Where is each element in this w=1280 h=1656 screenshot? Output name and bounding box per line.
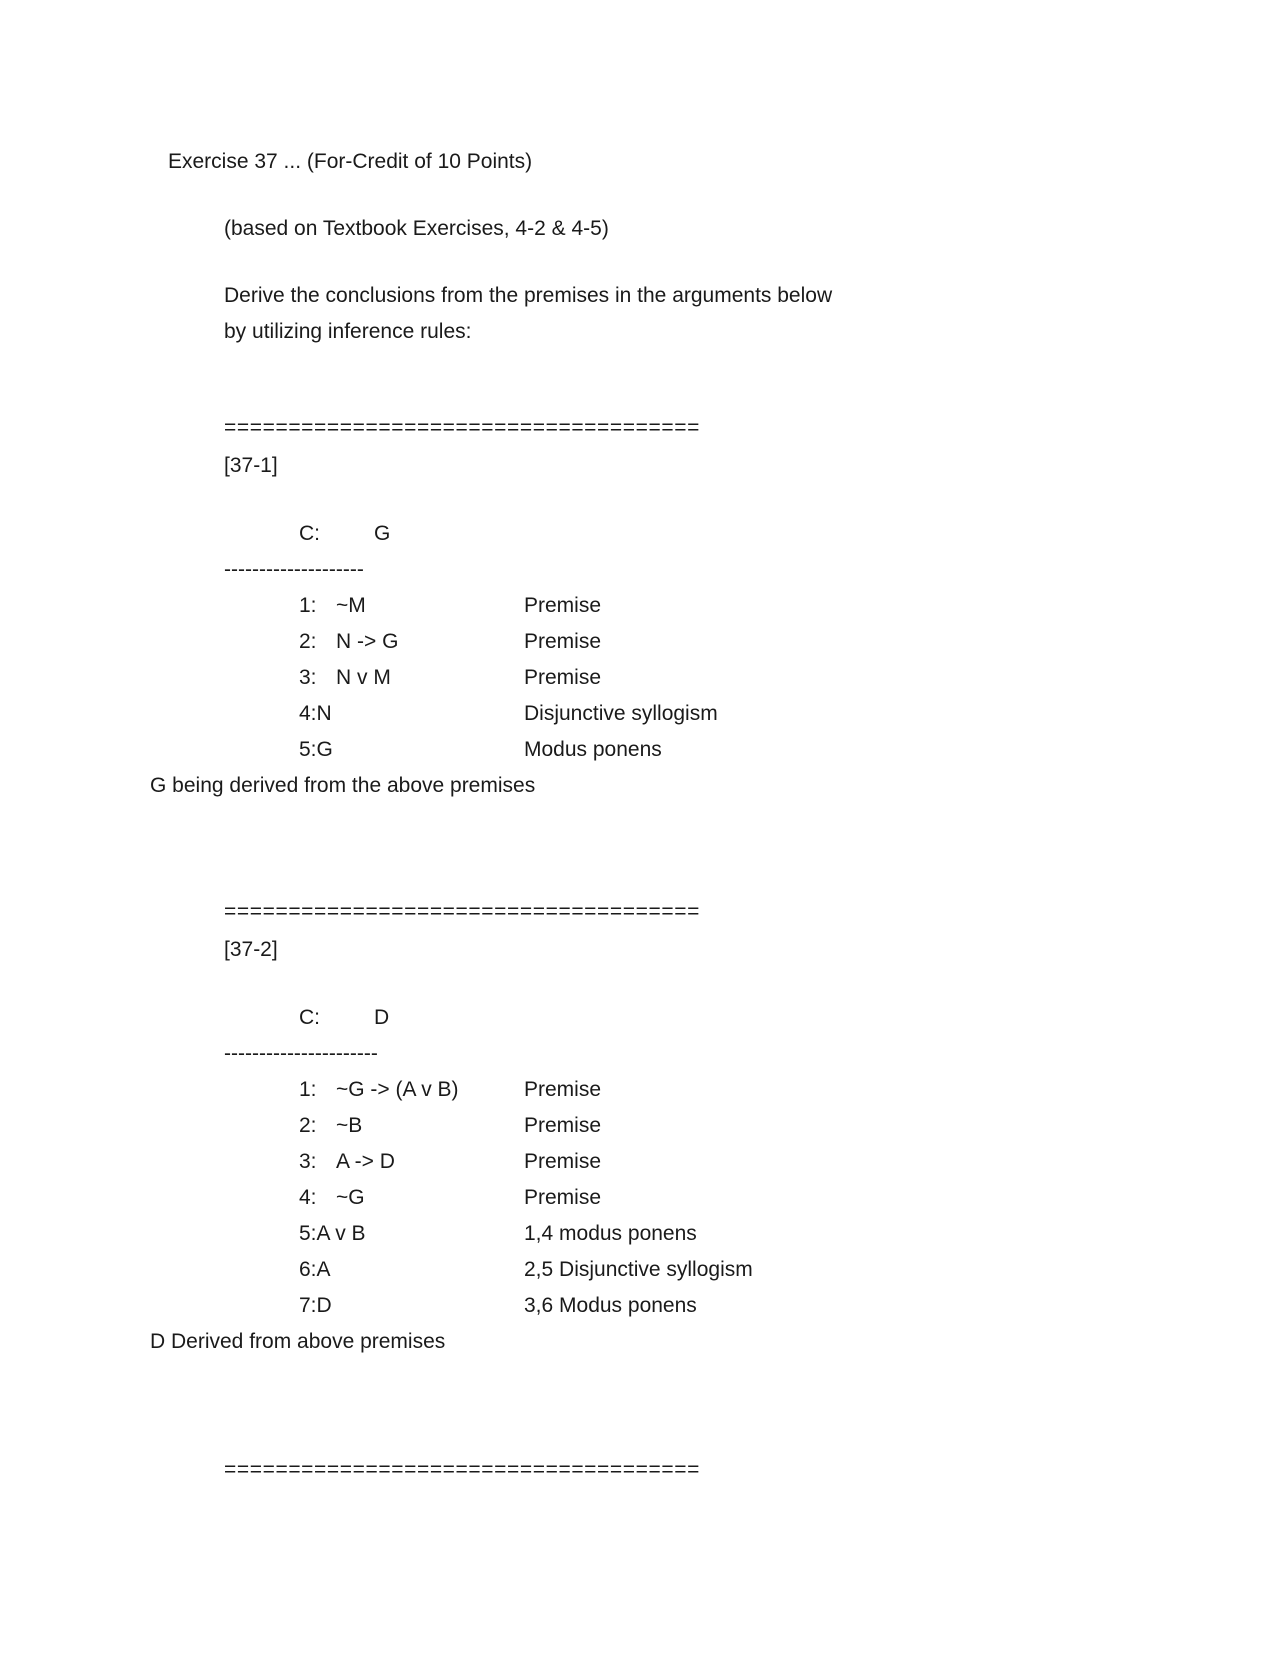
step-reason: Premise — [524, 630, 602, 653]
page-title: Exercise 37 ... (For-Credit of 10 Points) — [168, 150, 533, 173]
problem-id: [37-1] — [224, 454, 278, 477]
step-number: 3: — [299, 666, 317, 689]
conclusion-value: D — [374, 1006, 390, 1029]
step-reason: Modus ponens — [524, 738, 662, 761]
step-formula: N -> G — [336, 630, 399, 653]
step-reason: 2,5 Disjunctive syllogism — [524, 1258, 753, 1281]
step-number: 4: — [299, 1186, 317, 1209]
step-reason: Premise — [524, 594, 602, 617]
step-formula: ~G -> (A v B) — [336, 1078, 459, 1101]
step-reason: Premise — [524, 1186, 602, 1209]
conclusion-label: C: — [299, 522, 320, 545]
conclusion-value: G — [374, 522, 391, 545]
section-separator: ===================================== — [224, 900, 700, 923]
step-reason: 3,6 Modus ponens — [524, 1294, 697, 1317]
step-number: 5:G — [299, 738, 333, 761]
step-formula: A -> D — [336, 1150, 395, 1173]
step-number: 1: — [299, 594, 317, 617]
step-reason: 1,4 modus ponens — [524, 1222, 697, 1245]
problem-footer: G being derived from the above premises — [150, 774, 536, 797]
step-reason: Premise — [524, 666, 602, 689]
step-number: 7:D — [299, 1294, 332, 1317]
step-formula: ~G — [336, 1186, 365, 1209]
instructions-line-1: Derive the conclusions from the premises in the arguments below — [224, 284, 833, 307]
rule-line: ---------------------- — [224, 1042, 378, 1065]
section-separator: ===================================== — [224, 1458, 700, 1481]
section-separator: ===================================== — [224, 416, 700, 439]
rule-line: -------------------- — [224, 558, 364, 581]
step-formula: N v M — [336, 666, 391, 689]
step-reason: Disjunctive syllogism — [524, 702, 718, 725]
step-number: 5:A v B — [299, 1222, 366, 1245]
step-number: 2: — [299, 1114, 317, 1137]
page-subtitle: (based on Textbook Exercises, 4-2 & 4-5) — [224, 217, 609, 240]
step-formula: ~B — [336, 1114, 363, 1137]
step-reason: Premise — [524, 1114, 602, 1137]
step-reason: Premise — [524, 1150, 602, 1173]
step-number: 1: — [299, 1078, 317, 1101]
conclusion-label: C: — [299, 1006, 320, 1029]
step-number: 2: — [299, 630, 317, 653]
step-number: 4:N — [299, 702, 332, 725]
step-number: 6:A — [299, 1258, 331, 1281]
instructions-line-2: by utilizing inference rules: — [224, 320, 472, 343]
step-reason: Premise — [524, 1078, 602, 1101]
problem-footer: D Derived from above premises — [150, 1330, 446, 1353]
step-formula: ~M — [336, 594, 366, 617]
problem-id: [37-2] — [224, 938, 278, 961]
step-number: 3: — [299, 1150, 317, 1173]
